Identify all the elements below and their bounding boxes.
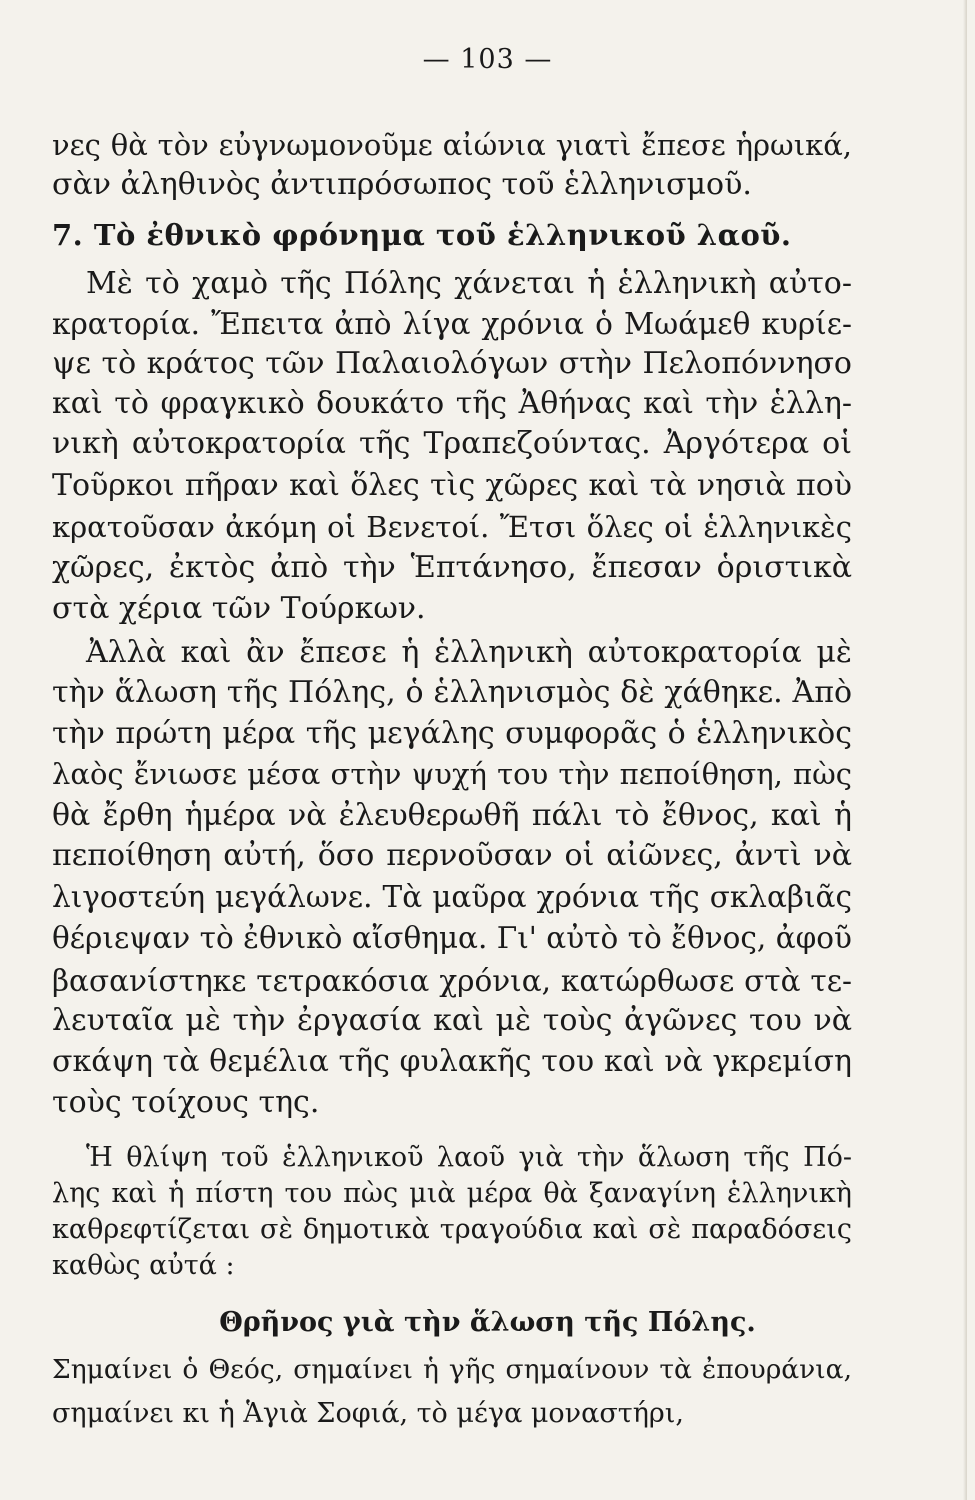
text-line: λης καὶ ἡ πίστη του πὼς μιὰ μέρα θὰ ξαναγίνη ἑλληνικὴ [52, 1178, 852, 1209]
text-line: λευταῖα μὲ τὴν ἐργασία καὶ μὲ τοὺς ἀγῶνες του νὰ [52, 1003, 852, 1038]
text-line: σκάψη τὰ θεμέλια τῆς φυλακῆς του καὶ νὰ γκρεμίση [52, 1044, 852, 1079]
text-line: καθὼς αὐτά : [52, 1250, 235, 1281]
text-line: Ἡ θλίψη τοῦ ἑλληνικοῦ λαοῦ γιὰ τὴν ἅλωση τῆς Πό- [86, 1142, 852, 1173]
text-line: ψε τὸ κράτος τῶν Παλαιολόγων στὴν Πελοπόννησο [52, 346, 852, 381]
text-line: λιγοστεύη μεγάλωνε. Τὰ μαῦρα χρόνια τῆς σκλαβιᾶς [52, 880, 852, 914]
text-line: καὶ τὸ φραγκικὸ δουκάτο τῆς Ἀθήνας καὶ τὴν ἑλλη- [52, 386, 852, 421]
text-line: τοὺς τοίχους της. [52, 1085, 320, 1120]
text-line: σὰν ἀληθινὸς ἀντιπρόσωπος τοῦ ἑλληνισμοῦ. [52, 167, 752, 202]
text-line: καθρεφτίζεται σὲ δημοτικὰ τραγούδια καὶ σὲ παραδόσεις [52, 1214, 852, 1245]
page-edge-shadow [963, 0, 967, 1500]
text-line: νες θὰ τὸν εὐγνωμονοῦμε αἰώνια γιατὶ ἔπεσε ἡρωικά, [52, 128, 852, 162]
text-line: λαὸς ἔνιωσε μέσα στὴν ψυχή του τὴν πεποίθηση, πὼς [52, 757, 852, 791]
text-line: στὰ χέρια τῶν Τούρκων. [52, 591, 426, 626]
text-line: τὴν ἅλωση τῆς Πόλης, ὁ ἑλληνισμὸς δὲ χάθηκε. Ἀπὸ [52, 675, 852, 710]
text-line: Μὲ τὸ χαμὸ τῆς Πόλης χάνεται ἡ ἑλληνικὴ αὐτο- [86, 266, 852, 301]
text-line: πεποίθηση αὐτή, ὅσο περνοῦσαν οἱ αἰῶνες, ἀντὶ νὰ [52, 838, 852, 873]
poem-line: σημαίνει κι ἡ Ἁγιὰ Σοφιά, τὸ μέγα μοναστήρι, [52, 1398, 684, 1429]
text-line: βασανίστηκε τετρακόσια χρόνια, κατώρθωσε στὰ τε- [52, 964, 852, 998]
text-line: κρατοῦσαν ἀκόμη οἱ Βενετοί. Ἔτσι ὅλες οἱ ἑλληνικὲς [52, 510, 852, 544]
text-line: χῶρες, ἐκτὸς ἀπὸ τὴν Ἑπτάνησο, ἔπεσαν ὁριστικὰ [52, 550, 852, 585]
text-line: θέριεψαν τὸ ἐθνικὸ αἴσθημα. Γι' αὐτὸ τὸ ἔθνος, ἀφοῦ [52, 921, 852, 955]
text-line: τὴν πρώτη μέρα τῆς μεγάλης συμφορᾶς ὁ ἑλληνικὸς [52, 716, 852, 751]
poem-title: Θρῆνος γιὰ τὴν ἅλωση τῆς Πόλης. [219, 1307, 756, 1338]
text-line: Ἀλλὰ καὶ ἂν ἔπεσε ἡ ἑλληνικὴ αὐτοκρατορία μὲ [86, 635, 852, 670]
text-line: Τοῦρκοι πῆραν καὶ ὅλες τὶς χῶρες καὶ τὰ νησιὰ ποὺ [52, 468, 852, 503]
poem-line: Σημαίνει ὁ Θεός, σημαίνει ἡ γῆς σημαίνουν τὰ ἐπουράνια, [52, 1354, 852, 1385]
page-number: — 103 — [422, 44, 553, 75]
section-heading: 7. Τὸ ἐθνικὸ φρόνημα τοῦ ἑλληνικοῦ λαοῦ. [52, 218, 792, 252]
text-line: κρατορία. Ἔπειτα ἀπὸ λίγα χρόνια ὁ Μωάμεθ κυρίε- [52, 307, 852, 341]
text-line: θὰ ἔρθη ἡμέρα νὰ ἐλευθερωθῆ πάλι τὸ ἔθνος, καὶ ἡ [52, 798, 852, 833]
text-line: νικὴ αὐτοκρατορία τῆς Τραπεζούντας. Ἀργότερα οἱ [52, 426, 852, 461]
